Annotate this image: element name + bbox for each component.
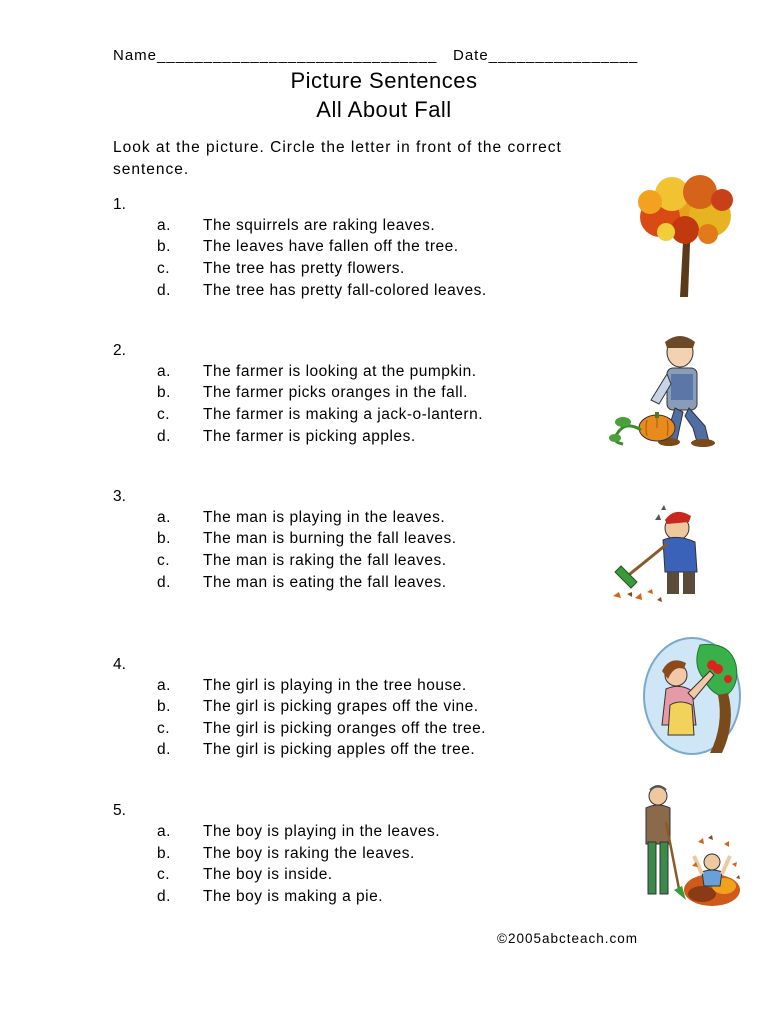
option-letter[interactable]: d. [157,574,171,591]
option-text: The girl is playing in the tree house. [203,677,467,694]
question-number: 5. [113,802,126,819]
option-2a[interactable] [157,363,477,381]
option-text: The tree has pretty fall-colored leaves. [203,282,487,299]
option-text: The man is burning the fall leaves. [203,530,457,547]
man-raking-leaves-picture [605,500,735,605]
option-text: The tree has pretty flowers. [203,260,405,277]
option-text: The man is playing in the leaves. [203,509,446,526]
option-letter[interactable]: c. [157,720,171,737]
girl-picking-apple-picture [640,635,745,757]
option-letter[interactable]: c. [157,260,171,277]
option-3d[interactable] [157,574,447,592]
option-text: The man is raking the fall leaves. [203,552,447,569]
option-text: The boy is playing in the leaves. [203,823,441,840]
instructions: Look at the picture. Circle the letter in front of the correct sentence. [113,139,562,178]
option-3a[interactable] [157,509,445,527]
option-letter[interactable]: a. [157,217,171,234]
option-4c[interactable] [157,720,486,738]
option-1c[interactable] [157,260,405,278]
option-letter[interactable]: a. [157,363,171,380]
option-text: The boy is inside. [203,866,333,883]
option-text: The farmer picks oranges in the fall. [203,384,468,401]
option-4d[interactable] [157,741,475,759]
option-letter[interactable]: a. [157,823,171,840]
page-title: Picture Sentences [290,68,478,93]
option-letter[interactable]: d. [157,282,171,299]
question-number: 1. [113,196,126,213]
option-text: The boy is raking the leaves. [203,845,415,862]
option-letter[interactable]: a. [157,509,171,526]
option-2c[interactable] [157,406,483,424]
option-5c[interactable] [157,866,333,884]
option-letter[interactable]: c. [157,406,171,423]
page-subtitle: All About Fall [316,97,452,122]
option-letter[interactable]: b. [157,845,171,862]
option-text: The man is eating the fall leaves. [203,574,447,591]
option-3c[interactable] [157,552,447,570]
option-letter[interactable]: b. [157,530,171,547]
option-4a[interactable] [157,677,467,695]
option-text: The leaves have fallen off the tree. [203,238,459,255]
option-text: The boy is making a pie. [203,888,384,905]
option-5a[interactable] [157,823,440,841]
question-number: 3. [113,488,126,505]
option-letter[interactable]: b. [157,698,171,715]
option-1b[interactable] [157,238,459,256]
option-letter[interactable]: c. [157,866,171,883]
option-letter[interactable]: d. [157,888,171,905]
option-letter[interactable]: b. [157,238,171,255]
option-letter[interactable]: d. [157,428,171,445]
farmer-with-pumpkin-picture [605,330,735,450]
option-text: The farmer is making a jack-o-lantern. [203,406,484,423]
option-letter[interactable]: c. [157,552,171,569]
date-field[interactable]: Date________________ [453,47,639,64]
option-text: The girl is picking grapes off the vine. [203,698,479,715]
option-text: The farmer is picking apples. [203,428,416,445]
question-number: 4. [113,656,126,673]
option-2d[interactable] [157,428,416,446]
option-4b[interactable] [157,698,479,716]
option-text: The girl is picking apples off the tree. [203,741,476,758]
option-text: The squirrels are raking leaves. [203,217,436,234]
question-number: 2. [113,342,126,359]
option-5b[interactable] [157,845,415,863]
boy-playing-in-leaves-picture [636,782,741,910]
option-letter[interactable]: b. [157,384,171,401]
option-text: The farmer is looking at the pumpkin. [203,363,477,380]
option-text: The girl is picking oranges off the tree. [203,720,486,737]
option-letter[interactable]: d. [157,741,171,758]
autumn-tree-picture [630,172,740,300]
option-2b[interactable] [157,384,468,402]
copyright-text: ©2005abcteach.com [497,931,639,946]
option-1a[interactable] [157,217,435,235]
option-1d[interactable] [157,282,487,300]
option-3b[interactable] [157,530,457,548]
option-5d[interactable] [157,888,383,906]
name-field[interactable]: Name______________________________ [113,47,438,64]
option-letter[interactable]: a. [157,677,171,694]
